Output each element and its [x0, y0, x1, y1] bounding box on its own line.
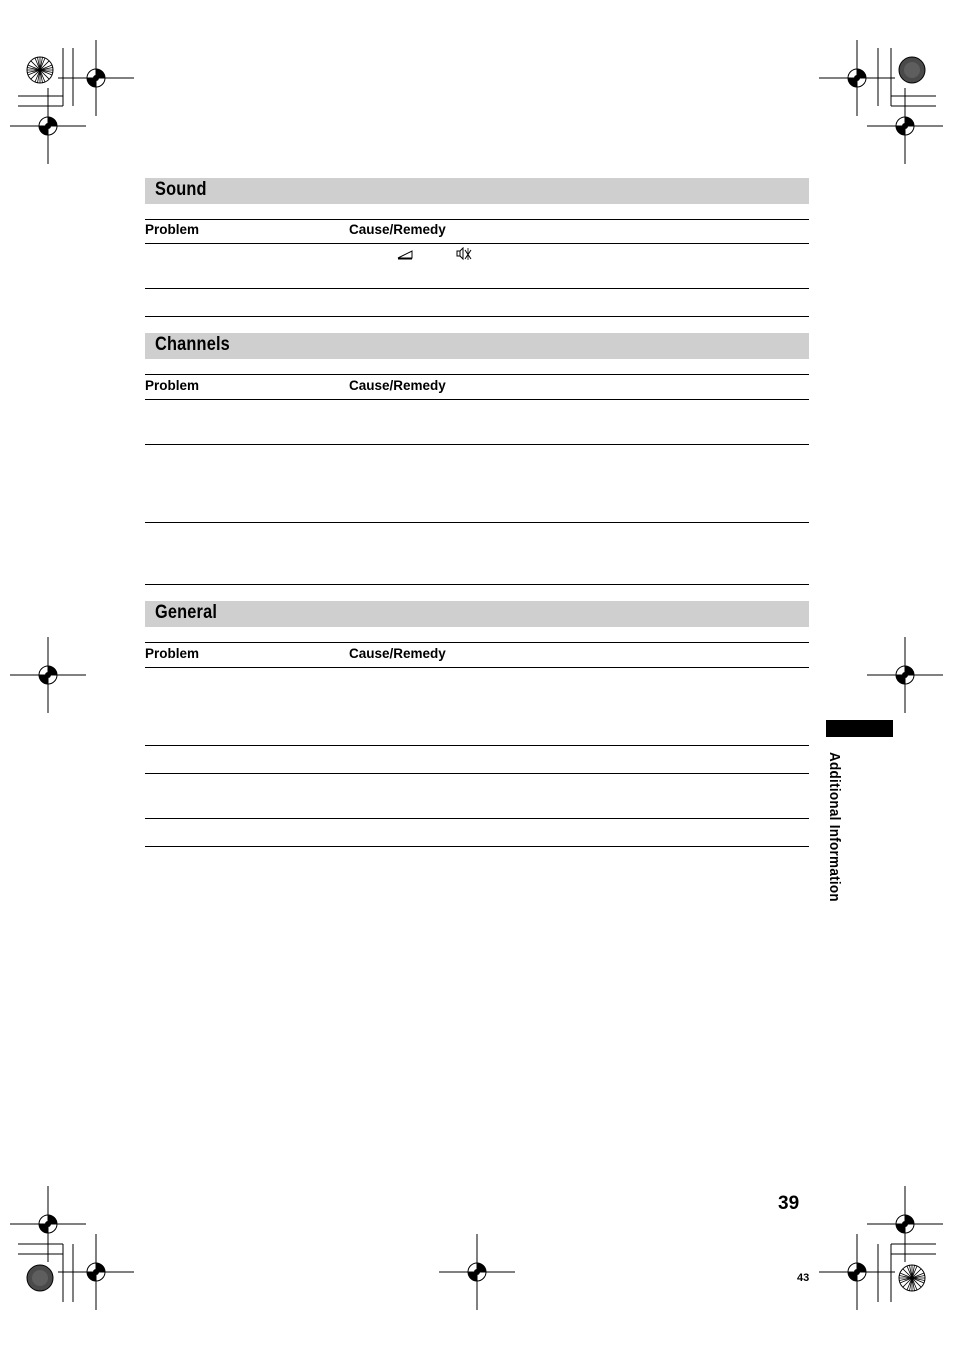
- table-row-divider: [145, 444, 809, 445]
- table-rule: [145, 374, 809, 375]
- channels-col-cause: Cause/Remedy: [349, 378, 446, 393]
- chapter-tab-marker: [826, 720, 893, 737]
- table-row-divider: [145, 584, 809, 585]
- sound-col-cause: Cause/Remedy: [349, 222, 446, 237]
- channels-section-title: Channels: [155, 334, 230, 355]
- general-col-problem: Problem: [145, 646, 200, 661]
- table-rule: [145, 399, 809, 400]
- table-row-divider: [145, 846, 809, 847]
- channels-section-header: [145, 333, 809, 359]
- table-row-divider: [145, 818, 809, 819]
- table-row-divider: [145, 316, 809, 317]
- table-rule: [145, 243, 809, 244]
- table-row-divider: [145, 522, 809, 523]
- sound-section-header: [145, 178, 809, 204]
- table-row-divider: [145, 773, 809, 774]
- sheet-number: 43: [797, 1272, 810, 1284]
- general-section-title: General: [155, 602, 218, 623]
- page-number: 39: [778, 1193, 800, 1214]
- sound-section-title: Sound: [155, 179, 207, 200]
- sound-col-problem: Problem: [145, 222, 200, 237]
- table-rule: [145, 642, 809, 643]
- table-rule: [145, 667, 809, 668]
- table-rule: [145, 219, 809, 220]
- general-col-cause: Cause/Remedy: [349, 646, 446, 661]
- table-row-divider: [145, 745, 809, 746]
- muting-icon: [456, 247, 474, 261]
- general-section-header: [145, 601, 809, 627]
- chapter-tab-label: Additional Information: [826, 752, 843, 902]
- table-row-divider: [145, 288, 809, 289]
- volume-up-icon: [397, 248, 413, 260]
- channels-col-problem: Problem: [145, 378, 200, 393]
